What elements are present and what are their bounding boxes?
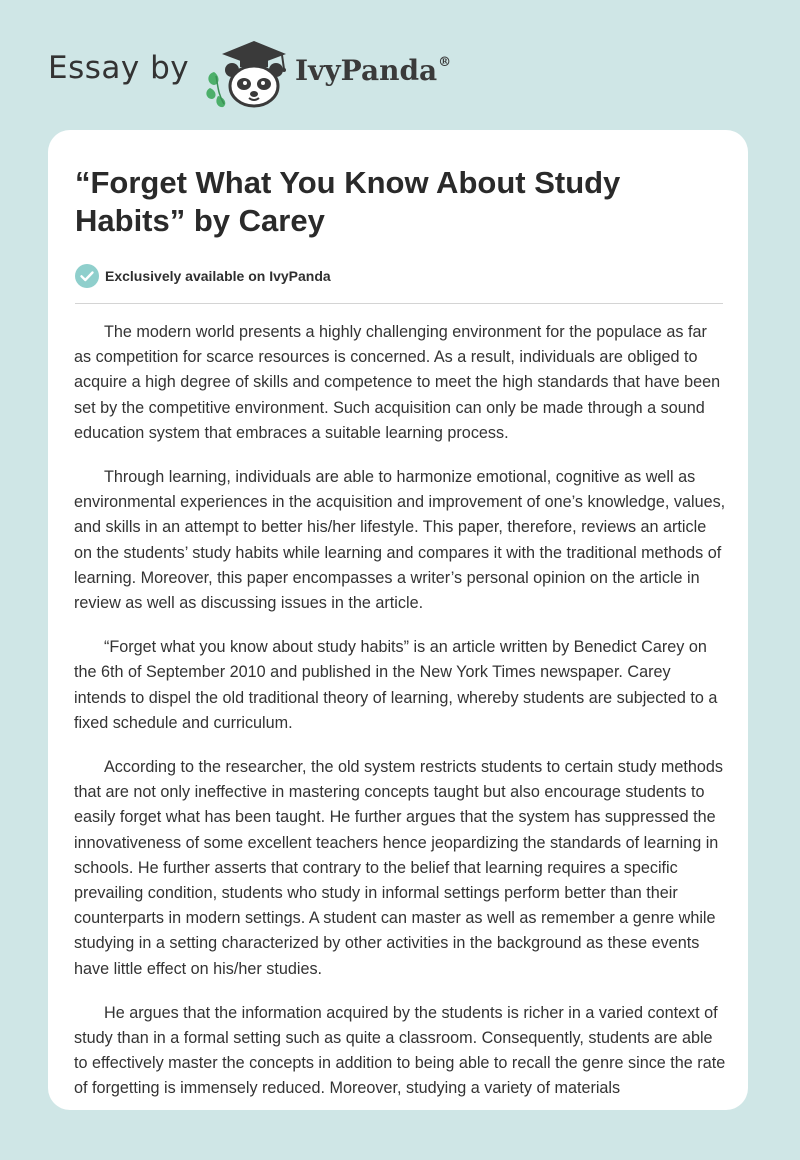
panda-graduate-icon[interactable] bbox=[204, 36, 292, 110]
exclusive-badge bbox=[75, 264, 331, 288]
brand-name-text: IvyPanda bbox=[295, 54, 438, 87]
paragraph: The modern world presents a highly challenging environment for the populace as far as competition for scarce resources is concerned. As a result, individuals are obliged to acquire a high degree of skills and competence to meet the high standards that have been set by the competitive environment. Such acquisition can only be made through a sound education system that embraces a suitable learning process. bbox=[74, 323, 721, 442]
essay-card bbox=[48, 130, 748, 1110]
paragraph: According to the researcher, the old system restricts students to certain study methods that are not only ineffective in mastering concepts taught but also encourage students to easily forget what has been taught. He further argues that the system has suppressed the innovativeness of some excellent teachers hence jeopardizing the standards of learning in schools. He further asserts that contrary to the belief that learning requires a specific prevailing condition, students who study in informal settings perform better than their counterparts in modern settings. A student can master as well as remember a genre while studying in a setting characterized by other activities in the background as these events have little effect on his/her studies. bbox=[74, 758, 724, 978]
check-circle-icon bbox=[75, 264, 99, 288]
registered-mark: ® bbox=[438, 55, 452, 70]
exclusive-badge-text: Exclusively available on IvyPanda bbox=[105, 268, 331, 284]
essay-title: “Forget What You Know About Study Habits” by Carey bbox=[75, 165, 621, 238]
paragraph: He argues that the information acquired by the students is richer in a varied context of study than in a formal setting such as quite a classroom. Consequently, students are able to effectively master the concepts in addition to being able to recall the genre since the rate of forgetting is immensely reduced. Moreover, studying a variety of materials bbox=[74, 1003, 726, 1098]
brand-name[interactable] bbox=[295, 54, 451, 87]
site-header bbox=[48, 36, 468, 110]
paragraph: Through learning, individuals are able to harmonize emotional, cognitive as well as environmental experiences in the acquisition and improvement of one’s knowledge, values, and skills in an attempt to better his/her lifestyle. This paper, therefore, reviews an article on the students’ study habits while learning and compares it with the traditional methods of learning. Moreover, this paper encompasses a writer’s personal opinion on the article in review as well as discussing issues in the article. bbox=[74, 468, 726, 613]
paragraph: “Forget what you know about study habits” is an article written by Benedict Carey on the 6th of September 2010 and published in the New York Times newspaper. Carey intends to dispel the old traditional theory of learning, whereby students are subjected to a fixed schedule and curriculum. bbox=[74, 638, 718, 732]
divider bbox=[75, 303, 723, 304]
essay-body bbox=[74, 320, 727, 1110]
essay-by-label: Essay by bbox=[48, 50, 190, 86]
